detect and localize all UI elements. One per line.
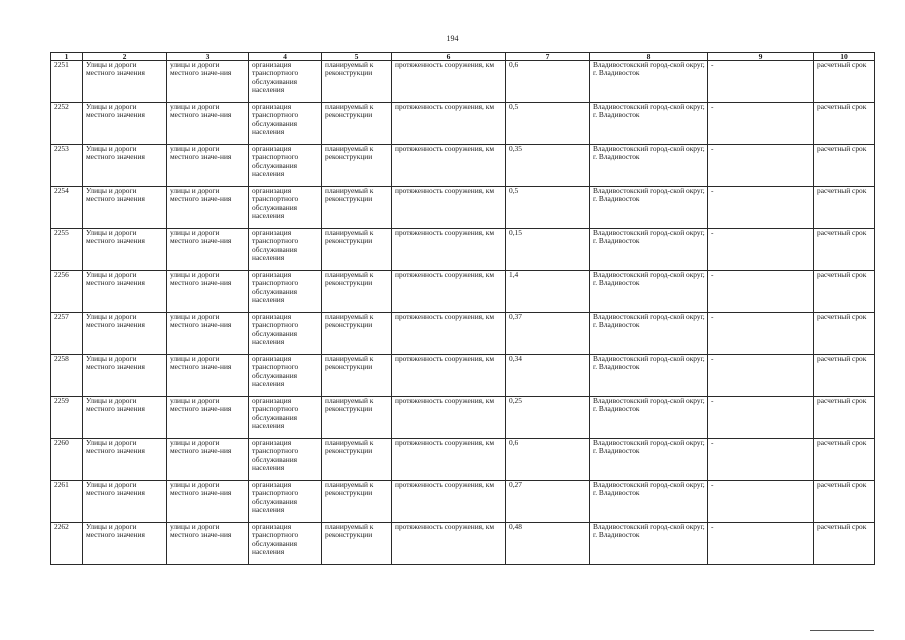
cell-location: Владивостокский город-ской округ, г. Владивосток xyxy=(590,145,708,187)
cell-location: Владивостокский город-ской округ, г. Владивосток xyxy=(590,313,708,355)
column-header-9: 9 xyxy=(708,53,814,61)
cell-term: расчетный срок xyxy=(814,61,875,103)
cell-type: улицы и дороги местного значе-ния xyxy=(167,355,249,397)
cell-zone: - xyxy=(708,397,814,439)
cell-location: Владивостокский город-ской округ, г. Владивосток xyxy=(590,103,708,145)
cell-characteristic: протяженность сооружения, км xyxy=(392,103,506,145)
cell-value: 0,5 xyxy=(506,103,590,145)
cell-term: расчетный срок xyxy=(814,187,875,229)
cell-characteristic: протяженность сооружения, км xyxy=(392,481,506,523)
cell-purpose: организация транспортного обслуживания населения xyxy=(249,355,322,397)
cell-characteristic: протяженность сооружения, км xyxy=(392,61,506,103)
cell-zone: - xyxy=(708,61,814,103)
column-header-5: 5 xyxy=(322,53,392,61)
column-header-7: 7 xyxy=(506,53,590,61)
cell-number: 2257 xyxy=(51,313,83,355)
cell-value: 0,6 xyxy=(506,439,590,481)
cell-number: 2251 xyxy=(51,61,83,103)
cell-status: планируемый к реконструкции xyxy=(322,481,392,523)
cell-name: Улицы и дороги местного значения xyxy=(83,271,167,313)
cell-name: Улицы и дороги местного значения xyxy=(83,355,167,397)
cell-name: Улицы и дороги местного значения xyxy=(83,187,167,229)
table-row xyxy=(51,187,875,229)
cell-characteristic: протяженность сооружения, км xyxy=(392,397,506,439)
cell-type: улицы и дороги местного значе-ния xyxy=(167,397,249,439)
cell-status: планируемый к реконструкции xyxy=(322,229,392,271)
cell-term: расчетный срок xyxy=(814,229,875,271)
cell-location: Владивостокский город-ской округ, г. Владивосток xyxy=(590,229,708,271)
cell-type: улицы и дороги местного значе-ния xyxy=(167,271,249,313)
cell-type: улицы и дороги местного значе-ния xyxy=(167,313,249,355)
cell-purpose: организация транспортного обслуживания населения xyxy=(249,229,322,271)
cell-zone: - xyxy=(708,523,814,565)
cell-status: планируемый к реконструкции xyxy=(322,355,392,397)
table-row xyxy=(51,61,875,103)
cell-characteristic: протяженность сооружения, км xyxy=(392,271,506,313)
column-header-10: 10 xyxy=(814,53,875,61)
cell-name: Улицы и дороги местного значения xyxy=(83,439,167,481)
cell-value: 0,37 xyxy=(506,313,590,355)
cell-number: 2261 xyxy=(51,481,83,523)
table-row xyxy=(51,145,875,187)
cell-number: 2253 xyxy=(51,145,83,187)
cell-status: планируемый к реконструкции xyxy=(322,439,392,481)
cell-location: Владивостокский город-ской округ, г. Владивосток xyxy=(590,61,708,103)
cell-value: 0,25 xyxy=(506,397,590,439)
cell-name: Улицы и дороги местного значения xyxy=(83,229,167,271)
cell-status: планируемый к реконструкции xyxy=(322,271,392,313)
table-row xyxy=(51,229,875,271)
cell-name: Улицы и дороги местного значения xyxy=(83,145,167,187)
cell-location: Владивостокский город-ской округ, г. Владивосток xyxy=(590,271,708,313)
cell-number: 2252 xyxy=(51,103,83,145)
cell-characteristic: протяженность сооружения, км xyxy=(392,229,506,271)
cell-zone: - xyxy=(708,481,814,523)
cell-name: Улицы и дороги местного значения xyxy=(83,103,167,145)
cell-name: Улицы и дороги местного значения xyxy=(83,61,167,103)
cell-value: 0,34 xyxy=(506,355,590,397)
cell-number: 2260 xyxy=(51,439,83,481)
register-table xyxy=(50,52,875,565)
cell-type: улицы и дороги местного значе-ния xyxy=(167,61,249,103)
cell-term: расчетный срок xyxy=(814,355,875,397)
cell-characteristic: протяженность сооружения, км xyxy=(392,439,506,481)
cell-status: планируемый к реконструкции xyxy=(322,187,392,229)
column-header-2: 2 xyxy=(83,53,167,61)
cell-term: расчетный срок xyxy=(814,313,875,355)
cell-value: 1,4 xyxy=(506,271,590,313)
cell-zone: - xyxy=(708,103,814,145)
cell-value: 0,5 xyxy=(506,187,590,229)
cell-type: улицы и дороги местного значе-ния xyxy=(167,145,249,187)
cell-term: расчетный срок xyxy=(814,397,875,439)
cell-status: планируемый к реконструкции xyxy=(322,313,392,355)
table-row xyxy=(51,271,875,313)
cell-location: Владивостокский город-ской округ, г. Владивосток xyxy=(590,355,708,397)
cell-name: Улицы и дороги местного значения xyxy=(83,481,167,523)
cell-name: Улицы и дороги местного значения xyxy=(83,397,167,439)
cell-number: 2258 xyxy=(51,355,83,397)
cell-location: Владивостокский город-ской округ, г. Владивосток xyxy=(590,439,708,481)
cell-zone: - xyxy=(708,187,814,229)
cell-term: расчетный срок xyxy=(814,103,875,145)
cell-zone: - xyxy=(708,355,814,397)
cell-term: расчетный срок xyxy=(814,523,875,565)
cell-term: расчетный срок xyxy=(814,271,875,313)
table-row xyxy=(51,313,875,355)
cell-status: планируемый к реконструкции xyxy=(322,145,392,187)
cell-status: планируемый к реконструкции xyxy=(322,61,392,103)
column-header-1: 1 xyxy=(51,53,83,61)
column-header-6: 6 xyxy=(392,53,506,61)
cell-zone: - xyxy=(708,439,814,481)
cell-status: планируемый к реконструкции xyxy=(322,103,392,145)
cell-value: 0,27 xyxy=(506,481,590,523)
cell-location: Владивостокский город-ской округ, г. Владивосток xyxy=(590,523,708,565)
cell-location: Владивостокский город-ской округ, г. Владивосток xyxy=(590,397,708,439)
column-header-8: 8 xyxy=(590,53,708,61)
cell-type: улицы и дороги местного значе-ния xyxy=(167,229,249,271)
header-row xyxy=(51,53,875,61)
cell-number: 2255 xyxy=(51,229,83,271)
cell-purpose: организация транспортного обслуживания населения xyxy=(249,523,322,565)
cell-purpose: организация транспортного обслуживания населения xyxy=(249,187,322,229)
cell-purpose: организация транспортного обслуживания населения xyxy=(249,61,322,103)
cell-type: улицы и дороги местного значе-ния xyxy=(167,439,249,481)
cell-name: Улицы и дороги местного значения xyxy=(83,313,167,355)
column-header-4: 4 xyxy=(249,53,322,61)
cell-purpose: организация транспортного обслуживания населения xyxy=(249,397,322,439)
page-number: 194 xyxy=(446,34,459,43)
cell-number: 2254 xyxy=(51,187,83,229)
bottom-rule xyxy=(810,630,874,631)
cell-purpose: организация транспортного обслуживания населения xyxy=(249,313,322,355)
cell-number: 2262 xyxy=(51,523,83,565)
cell-characteristic: протяженность сооружения, км xyxy=(392,523,506,565)
cell-value: 0,35 xyxy=(506,145,590,187)
cell-purpose: организация транспортного обслуживания населения xyxy=(249,145,322,187)
cell-term: расчетный срок xyxy=(814,481,875,523)
cell-number: 2256 xyxy=(51,271,83,313)
cell-zone: - xyxy=(708,145,814,187)
cell-status: планируемый к реконструкции xyxy=(322,523,392,565)
cell-term: расчетный срок xyxy=(814,145,875,187)
cell-number: 2259 xyxy=(51,397,83,439)
cell-characteristic: протяженность сооружения, км xyxy=(392,313,506,355)
cell-location: Владивостокский город-ской округ, г. Владивосток xyxy=(590,481,708,523)
cell-purpose: организация транспортного обслуживания населения xyxy=(249,481,322,523)
cell-zone: - xyxy=(708,271,814,313)
table-row xyxy=(51,355,875,397)
cell-characteristic: протяженность сооружения, км xyxy=(392,187,506,229)
table-row xyxy=(51,481,875,523)
cell-purpose: организация транспортного обслуживания населения xyxy=(249,271,322,313)
cell-type: улицы и дороги местного значе-ния xyxy=(167,481,249,523)
cell-value: 0,15 xyxy=(506,229,590,271)
cell-type: улицы и дороги местного значе-ния xyxy=(167,523,249,565)
cell-location: Владивостокский город-ской округ, г. Владивосток xyxy=(590,187,708,229)
cell-characteristic: протяженность сооружения, км xyxy=(392,355,506,397)
register-body xyxy=(51,61,875,565)
cell-value: 0,6 xyxy=(506,61,590,103)
cell-term: расчетный срок xyxy=(814,439,875,481)
table-row xyxy=(51,439,875,481)
table-row xyxy=(51,523,875,565)
table-row xyxy=(51,103,875,145)
cell-purpose: организация транспортного обслуживания населения xyxy=(249,103,322,145)
cell-value: 0,48 xyxy=(506,523,590,565)
table-row xyxy=(51,397,875,439)
cell-characteristic: протяженность сооружения, км xyxy=(392,145,506,187)
cell-zone: - xyxy=(708,313,814,355)
cell-name: Улицы и дороги местного значения xyxy=(83,523,167,565)
column-header-3: 3 xyxy=(167,53,249,61)
cell-type: улицы и дороги местного значе-ния xyxy=(167,187,249,229)
cell-type: улицы и дороги местного значе-ния xyxy=(167,103,249,145)
cell-zone: - xyxy=(708,229,814,271)
cell-status: планируемый к реконструкции xyxy=(322,397,392,439)
cell-purpose: организация транспортного обслуживания населения xyxy=(249,439,322,481)
